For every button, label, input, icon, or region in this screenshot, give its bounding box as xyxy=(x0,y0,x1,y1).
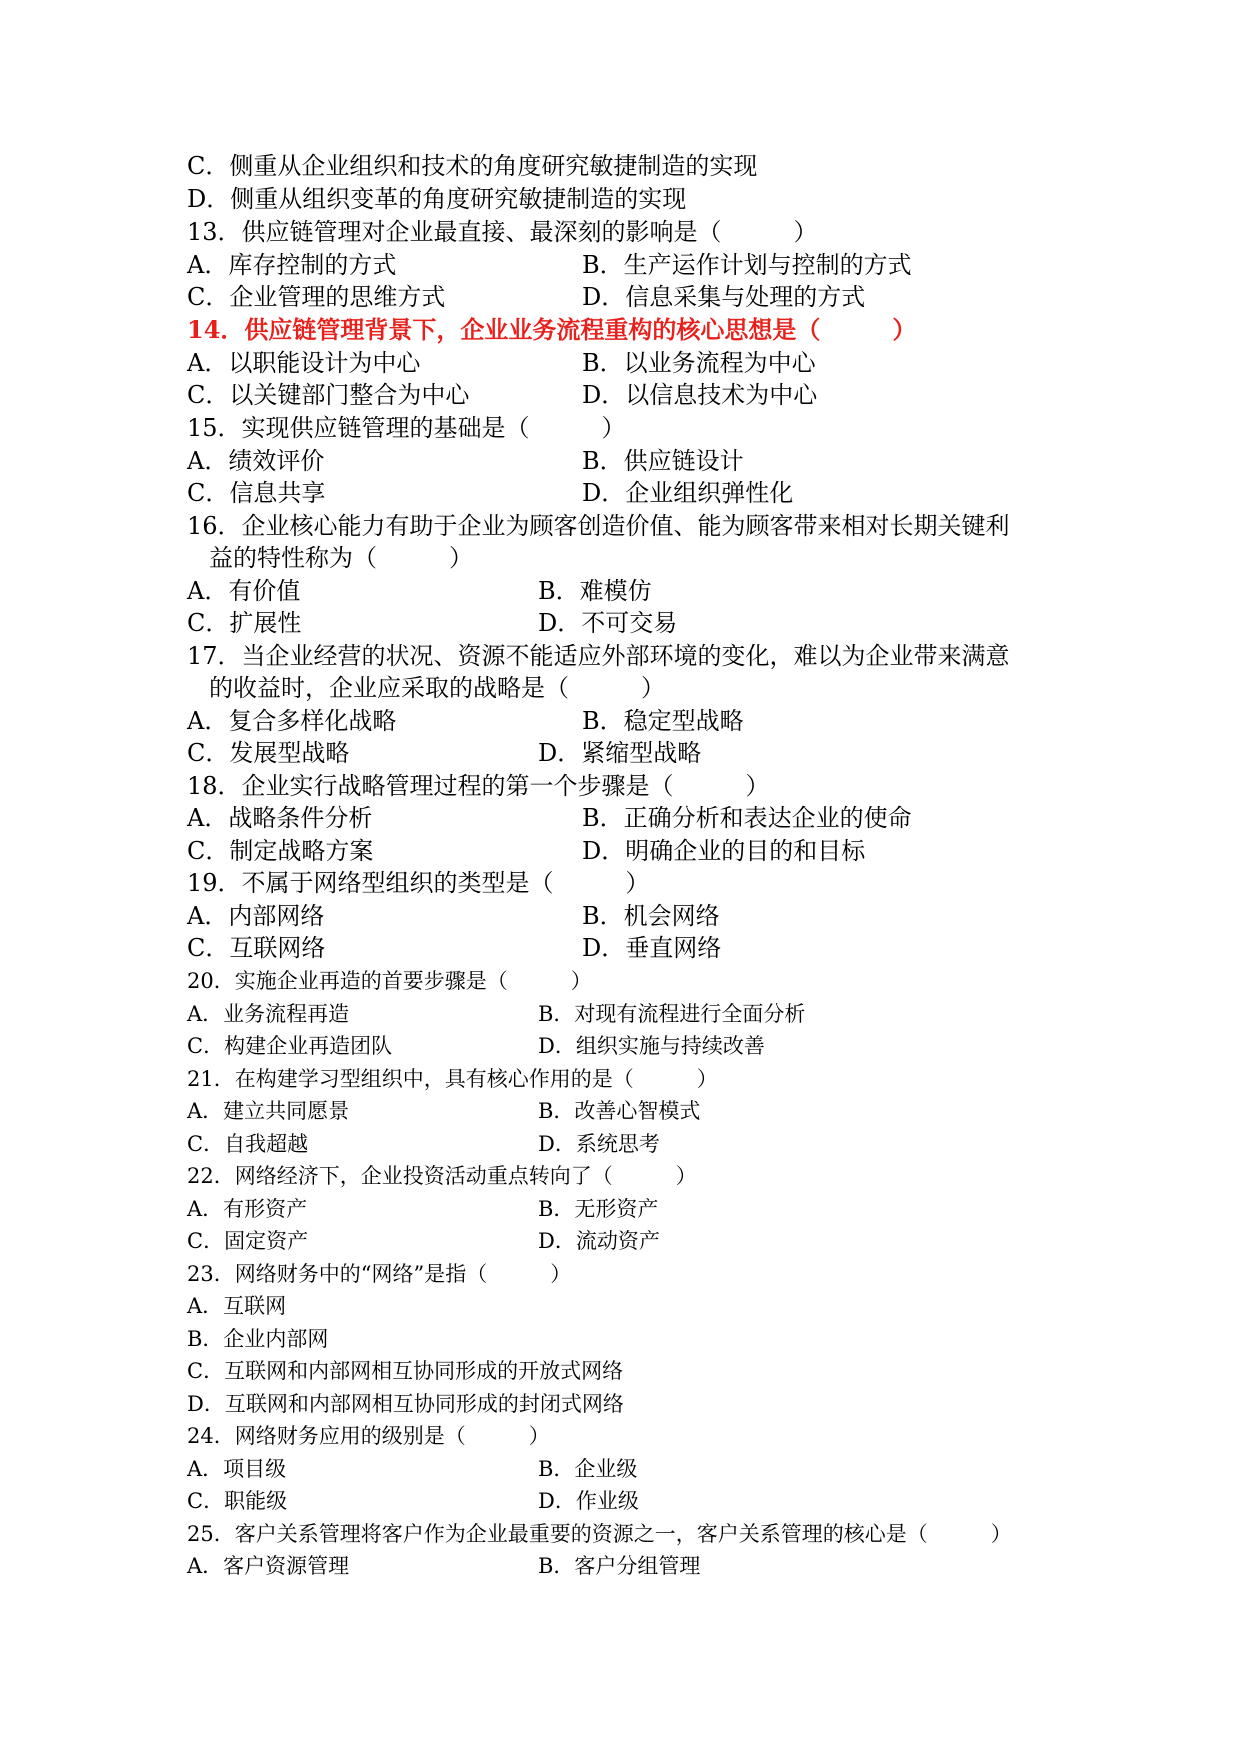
q23-option-a: A．互联网 xyxy=(187,1294,287,1318)
q16-option-c: C．扩展性 xyxy=(187,609,302,637)
q22-stem: 22．网络经济下，企业投资活动重点转向了（ ） xyxy=(187,1164,697,1188)
q20-option-c: C．构建企业再造团队 xyxy=(187,1034,393,1058)
q23-option-d: D．互联网和内部网相互协同形成的封闭式网络 xyxy=(187,1392,624,1416)
q16-option-d: D．不可交易 xyxy=(538,609,678,637)
q17-stem-line1: 17．当企业经营的状况、资源不能适应外部环境的变化，难以为企业带来满意 xyxy=(187,642,1010,670)
q23-stem: 23．网络财务中的“网络”是指（ ） xyxy=(187,1262,572,1286)
q16-option-a: A．有价值 xyxy=(187,577,301,605)
q14-stem-highlighted: 14．供应链管理背景下，企业业务流程重构的核心思想是（ ） xyxy=(187,315,917,344)
q12-option-d: D．侧重从组织变革的角度研究敏捷制造的实现 xyxy=(187,185,687,213)
q19-option-c: C．互联网络 xyxy=(187,934,326,962)
q24-option-c: C．职能级 xyxy=(187,1489,288,1513)
q16-stem-line1: 16．企业核心能力有助于企业为顾客创造价值、能为顾客带来相对长期关键利 xyxy=(187,512,1010,540)
q13-option-c: C．企业管理的思维方式 xyxy=(187,283,446,311)
q15-option-c: C．信息共享 xyxy=(187,479,326,507)
q15-option-b: B．供应链设计 xyxy=(582,447,744,475)
q18-option-b: B．正确分析和表达企业的使命 xyxy=(582,804,912,832)
q22-option-a: A．有形资产 xyxy=(187,1197,308,1221)
q18-option-c: C．制定战略方案 xyxy=(187,837,374,865)
q25-option-a: A．客户资源管理 xyxy=(187,1554,350,1578)
q20-option-a: A．业务流程再造 xyxy=(187,1002,350,1026)
q21-option-d: D．系统思考 xyxy=(538,1132,660,1156)
q20-option-d: D．组织实施与持续改善 xyxy=(538,1034,765,1058)
q24-option-a: A．项目级 xyxy=(187,1457,287,1481)
q18-option-d: D．明确企业的目的和目标 xyxy=(582,837,866,865)
q21-option-b: B．改善心智模式 xyxy=(538,1099,701,1123)
q22-option-d: D．流动资产 xyxy=(538,1229,660,1253)
q13-stem: 13．供应链管理对企业最直接、最深刻的影响是（ ） xyxy=(187,218,818,246)
q16-stem-line2: 益的特性称为（ ） xyxy=(209,544,473,572)
q14-option-c: C．以关键部门整合为中心 xyxy=(187,381,470,409)
q21-option-c: C．自我超越 xyxy=(187,1132,309,1156)
q17-option-d: D．紧缩型战略 xyxy=(538,739,702,767)
q19-option-a: A．内部网络 xyxy=(187,902,325,930)
q21-option-a: A．建立共同愿景 xyxy=(187,1099,350,1123)
q14-option-d: D．以信息技术为中心 xyxy=(582,381,818,409)
q15-option-a: A．绩效评价 xyxy=(187,447,325,475)
q24-option-d: D．作业级 xyxy=(538,1489,639,1513)
q21-stem: 21．在构建学习型组织中，具有核心作用的是（ ） xyxy=(187,1067,718,1091)
q14-option-a: A．以职能设计为中心 xyxy=(187,349,421,377)
q18-stem: 18．企业实行战略管理过程的第一个步骤是（ ） xyxy=(187,772,770,800)
q17-stem-line2: 的收益时，企业应采取的战略是（ ） xyxy=(209,674,665,702)
q17-option-a: A．复合多样化战略 xyxy=(187,707,397,735)
q12-option-c: C．侧重从企业组织和技术的角度研究敏捷制造的实现 xyxy=(187,152,758,180)
q18-option-a: A．战略条件分析 xyxy=(187,804,373,832)
q13-option-a: A．库存控制的方式 xyxy=(187,251,397,279)
q15-stem: 15．实现供应链管理的基础是（ ） xyxy=(187,414,626,442)
q14-option-b: B．以业务流程为中心 xyxy=(582,349,816,377)
q20-option-b: B．对现有流程进行全面分析 xyxy=(538,1002,806,1026)
q13-option-b: B．生产运作计划与控制的方式 xyxy=(582,251,912,279)
q25-option-b: B．客户分组管理 xyxy=(538,1554,701,1578)
q15-option-d: D．企业组织弹性化 xyxy=(582,479,794,507)
q23-option-b: B．企业内部网 xyxy=(187,1327,329,1351)
q17-option-b: B．稳定型战略 xyxy=(582,707,744,735)
q20-stem: 20．实施企业再造的首要步骤是（ ） xyxy=(187,969,592,993)
q24-option-b: B．企业级 xyxy=(538,1457,638,1481)
q22-option-c: C．固定资产 xyxy=(187,1229,309,1253)
q13-option-d: D．信息采集与处理的方式 xyxy=(582,283,866,311)
q23-option-c: C．互联网和内部网相互协同形成的开放式网络 xyxy=(187,1359,624,1383)
q19-stem: 19．不属于网络型组织的类型是（ ） xyxy=(187,869,650,897)
q25-stem: 25．客户关系管理将客户作为企业最重要的资源之一，客户关系管理的核心是（ ） xyxy=(187,1522,1012,1546)
q24-stem: 24．网络财务应用的级别是（ ） xyxy=(187,1424,550,1448)
q17-option-c: C．发展型战略 xyxy=(187,739,350,767)
q19-option-b: B．机会网络 xyxy=(582,902,720,930)
q16-option-b: B．难模仿 xyxy=(538,577,652,605)
q19-option-d: D．垂直网络 xyxy=(582,934,722,962)
q22-option-b: B．无形资产 xyxy=(538,1197,659,1221)
